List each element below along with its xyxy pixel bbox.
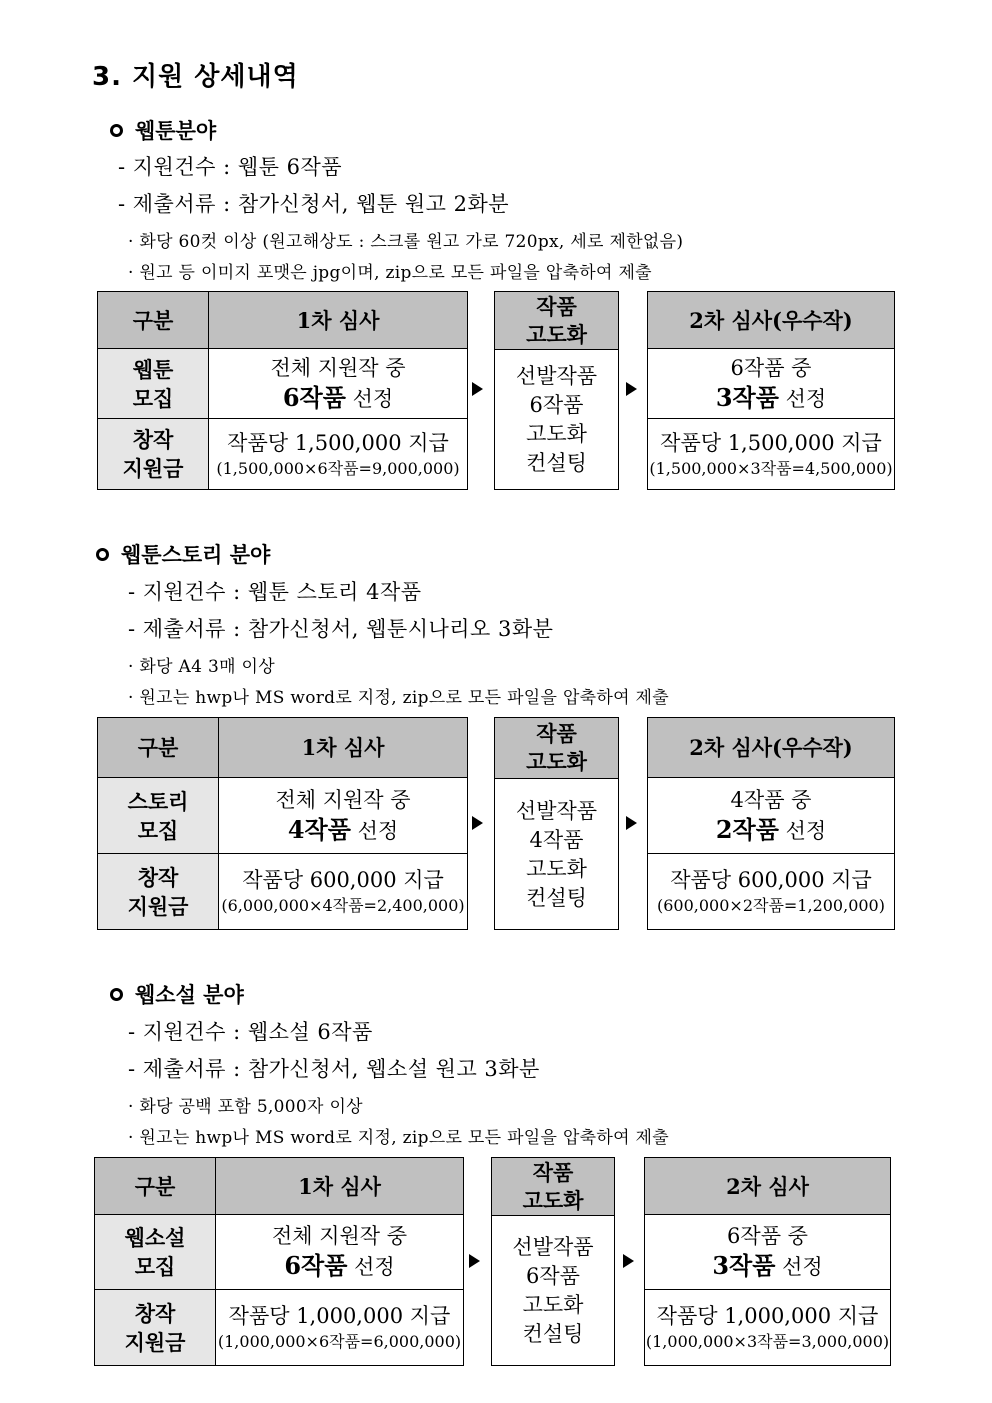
row1-post: 선정 [347, 1255, 395, 1279]
note-1: · 화당 공백 포함 5,000자 이상 [128, 1097, 363, 1117]
submission-docs: - 제출서류 : 참가신청서, 웹소설 원고 3화분 [128, 1057, 540, 1081]
row2-label: 창작 지원금 [98, 854, 219, 930]
stage2-table [647, 291, 895, 490]
row1-content [219, 778, 468, 854]
row2-label: 창작 지원금 [95, 1290, 216, 1366]
arrow-right-icon [472, 382, 483, 396]
row1-selected-count: 4작품 [287, 814, 351, 844]
row1-pre: 전체 지원작 중 [270, 355, 406, 380]
circle-bullet-icon [110, 988, 123, 1001]
row2-calc: (1,000,000×6작품=6,000,000) [217, 1332, 462, 1351]
stage1-table [97, 291, 468, 490]
stage2-header: 2차 심사(우수작) [648, 292, 895, 349]
note-2: · 원고 등 이미지 포맷은 jpg이며, zip으로 모든 파일을 압축하여 제출 [128, 263, 652, 283]
row1-label: 웹툰 모집 [98, 349, 209, 419]
refinement-body: 선발작품 6작품 고도화 컨설팅 [515, 364, 598, 475]
arrow-right-icon [626, 816, 637, 830]
row2-main: 작품당 600,000 지급 [242, 868, 444, 892]
arrow-right-icon [626, 382, 637, 396]
support-count: - 지원건수 : 웹소설 6작품 [128, 1020, 373, 1044]
row1-pre: 전체 지원작 중 [275, 787, 411, 812]
arrow-right-icon [469, 1254, 480, 1268]
refinement-body: 선발작품 6작품 고도화 컨설팅 [512, 1235, 594, 1346]
refinement-box [494, 717, 619, 930]
stage2-main: 작품당 600,000 지급 [670, 868, 872, 892]
row2-main: 작품당 1,500,000 지급 [227, 430, 449, 455]
stage1-header: 1차 심사 [216, 1158, 464, 1215]
row1-post: 선정 [350, 818, 399, 843]
stage2-table [647, 717, 895, 930]
section-title: 웹툰스토리 분야 [96, 539, 270, 569]
refinement-header: 작품 고도화 [492, 1158, 614, 1216]
stage1-table [94, 1157, 464, 1366]
row2-content [219, 854, 468, 930]
refinement-box [491, 1157, 615, 1366]
stage2-select [648, 349, 895, 419]
stage2-select [645, 1215, 891, 1290]
row1-selected-count: 6작품 [282, 382, 346, 412]
row1-selected-count: 6작품 [284, 1251, 348, 1280]
note-1: · 화당 60컷 이상 (원고해상도 : 스크롤 원고 가로 720px, 세로 제한없음) [128, 232, 684, 252]
note-2: · 원고는 hwp나 MS word로 지정, zip으로 모든 파일을 압축하여 제출 [128, 688, 669, 708]
row1-content [216, 1215, 464, 1290]
row2-main: 작품당 1,000,000 지급 [228, 1304, 451, 1328]
refinement-header: 작품 고도화 [495, 292, 618, 350]
note-2: · 원고는 hwp나 MS word로 지정, zip으로 모든 파일을 압축하여 제출 [128, 1128, 669, 1148]
stage2-calc: (1,500,000×3작품=4,500,000) [649, 458, 893, 478]
stage2-calc: (1,000,000×3작품=3,000,000) [645, 1332, 890, 1351]
stage2-calc: (600,000×2작품=1,200,000) [657, 896, 885, 915]
stage1-header: 1차 심사 [219, 718, 468, 778]
row1-label: 스토리 모집 [98, 778, 219, 854]
refinement-header: 작품 고도화 [495, 718, 618, 779]
stage2-fund [648, 419, 895, 490]
stage2-post: 선정 [778, 818, 827, 843]
stage2-main: 작품당 1,500,000 지급 [660, 430, 882, 455]
section-title: 웹툰분야 [110, 115, 216, 145]
stage1-header: 1차 심사 [209, 292, 468, 349]
arrow-right-icon [472, 816, 483, 830]
refinement-body: 선발작품 4작품 고도화 컨설팅 [515, 798, 598, 910]
stage2-main: 작품당 1,000,000 지급 [656, 1304, 879, 1328]
row2-calc: (1,500,000×6작품=9,000,000) [216, 458, 460, 478]
stage2-fund [648, 854, 895, 930]
row1-content [209, 349, 468, 419]
row2-calc: (6,000,000×4작품=2,400,000) [221, 896, 465, 915]
stage2-header: 2차 심사 [645, 1158, 891, 1215]
row1-pre: 전체 지원작 중 [271, 1224, 408, 1248]
stage1-table [97, 717, 468, 930]
row2-content [209, 419, 468, 490]
circle-bullet-icon [110, 124, 123, 137]
stage2-post: 선정 [775, 1255, 823, 1279]
stage2-selected-count: 3작품 [715, 382, 779, 412]
stage2-fund [645, 1290, 891, 1366]
row1-post: 선정 [345, 386, 394, 411]
stage2-select [648, 778, 895, 854]
row2-label: 창작 지원금 [98, 419, 209, 490]
stage2-pre: 6작품 중 [730, 355, 812, 380]
row1-label: 웹소설 모집 [95, 1215, 216, 1290]
support-count: - 지원건수 : 웹툰 6작품 [118, 155, 343, 179]
support-count: - 지원건수 : 웹툰 스토리 4작품 [128, 580, 422, 604]
row2-content [216, 1290, 464, 1366]
submission-docs: - 제출서류 : 참가신청서, 웹툰시나리오 3화분 [128, 617, 554, 641]
section-title: 웹소설 분야 [110, 979, 244, 1009]
col-header: 구분 [98, 718, 219, 778]
stage2-selected-count: 3작품 [712, 1251, 776, 1280]
stage2-header: 2차 심사(우수작) [648, 718, 895, 778]
circle-bullet-icon [96, 548, 109, 561]
note-1: · 화당 A4 3매 이상 [128, 657, 275, 677]
stage2-table [644, 1157, 891, 1366]
refinement-box [494, 291, 619, 490]
col-header: 구분 [98, 292, 209, 349]
stage2-post: 선정 [778, 386, 827, 411]
col-header: 구분 [95, 1158, 216, 1215]
arrow-right-icon [623, 1254, 634, 1268]
stage2-pre: 4작품 중 [730, 787, 812, 812]
page-heading: 3. 지원 상세내역 [92, 62, 299, 92]
submission-docs: - 제출서류 : 참가신청서, 웹툰 원고 2화분 [118, 192, 510, 216]
stage2-pre: 6작품 중 [727, 1224, 808, 1248]
stage2-selected-count: 2작품 [715, 814, 779, 844]
